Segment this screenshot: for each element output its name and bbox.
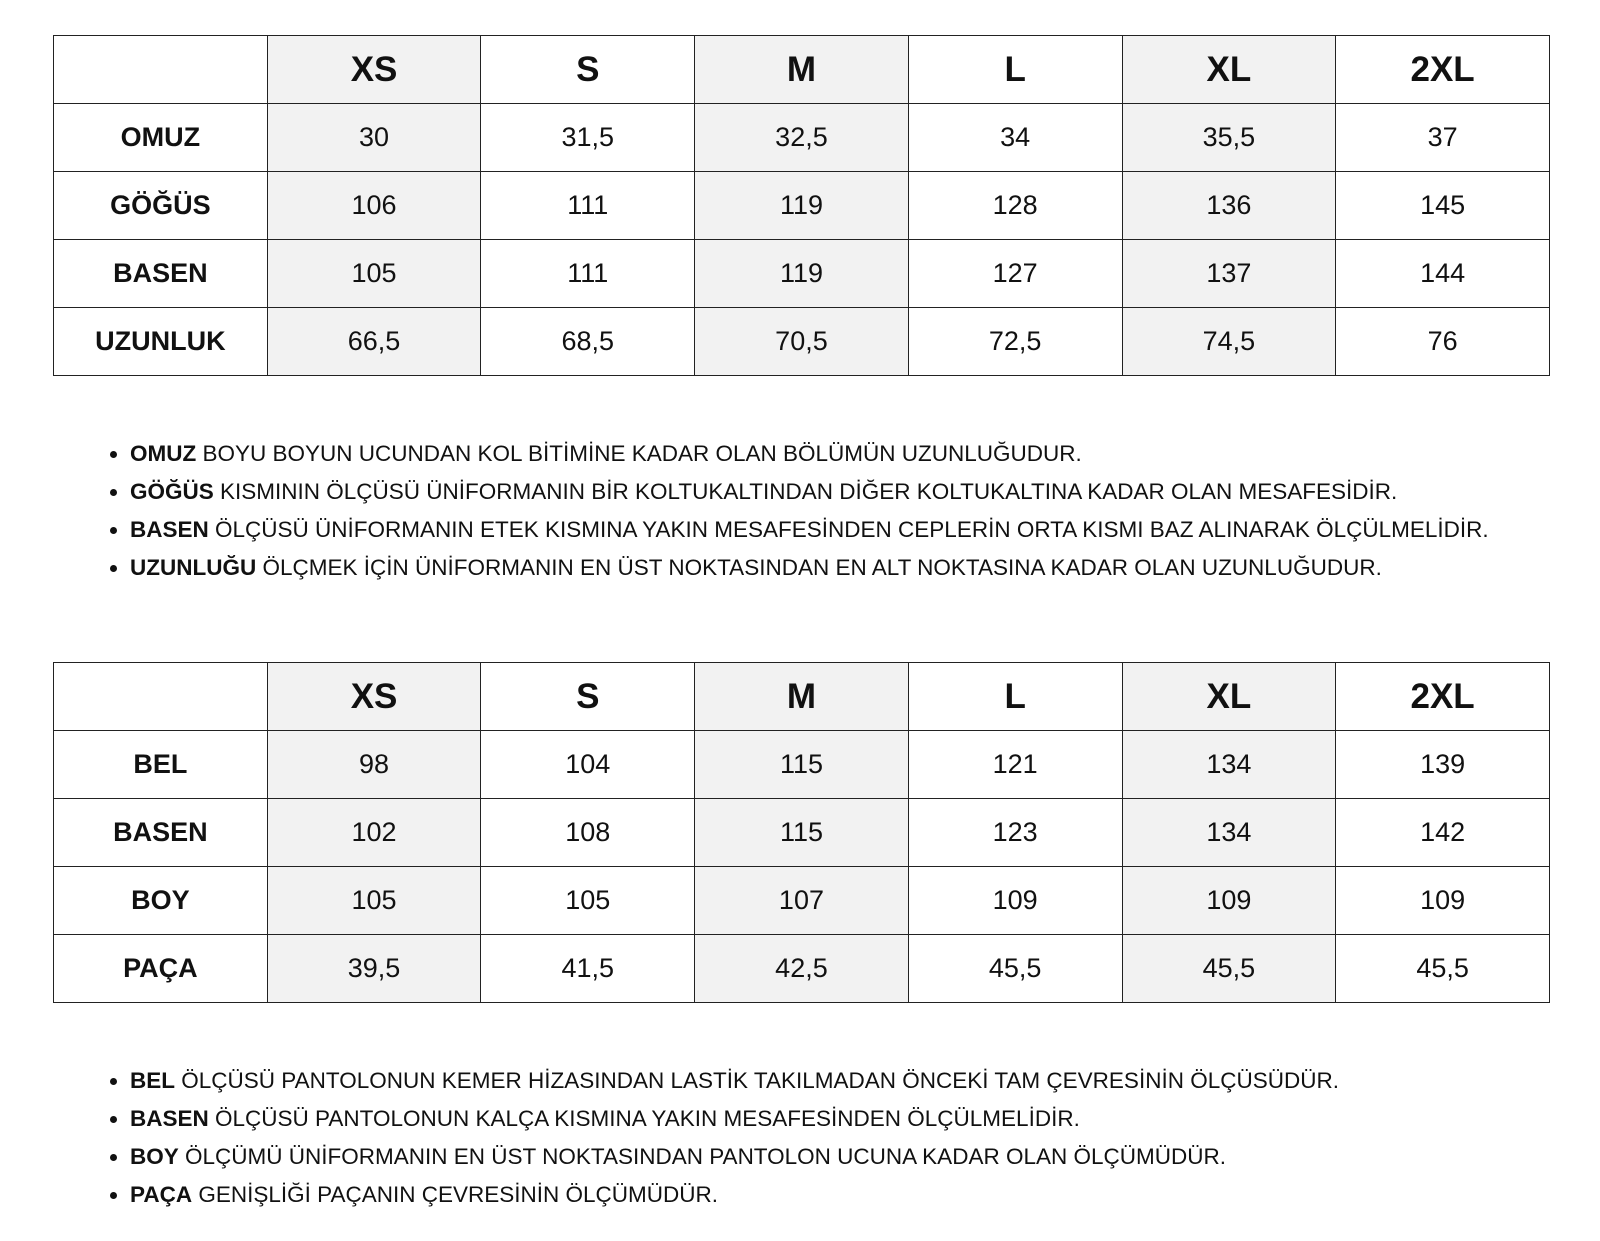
table-cell: 115 xyxy=(695,731,909,799)
note-term: BOY xyxy=(130,1144,179,1169)
table-row xyxy=(54,731,1550,799)
note-text: ÖLÇÜMÜ ÜNİFORMANIN EN ÜST NOKTASINDAN PANTOLON UCUNA KADAR OLAN ÖLÇÜMÜDÜR. xyxy=(178,1144,1226,1169)
size-header-m: M xyxy=(695,36,909,104)
table-cell: 139 xyxy=(1336,731,1550,799)
table-cell: 30 xyxy=(267,104,481,172)
table-cell: 127 xyxy=(908,240,1122,308)
table-cell: 137 xyxy=(1122,240,1336,308)
table-header-row xyxy=(54,663,1550,731)
note-text: ÖLÇMEK İÇİN ÜNİFORMANIN EN ÜST NOKTASINDAN EN ALT NOKTASINA KADAR OLAN UZUNLUĞUDUR. xyxy=(256,555,1382,580)
size-header-l: L xyxy=(908,36,1122,104)
row-label: BASEN xyxy=(54,240,268,308)
note-term: UZUNLUĞU xyxy=(130,555,257,580)
table-row xyxy=(54,935,1550,1003)
note-term: BEL xyxy=(130,1068,175,1093)
table-cell: 104 xyxy=(481,731,695,799)
table-row xyxy=(54,104,1550,172)
table-cell: 102 xyxy=(267,799,481,867)
table-row xyxy=(54,308,1550,376)
table-cell: 128 xyxy=(908,172,1122,240)
table-cell: 45,5 xyxy=(1122,935,1336,1003)
table-cell: 142 xyxy=(1336,799,1550,867)
size-header-s: S xyxy=(481,36,695,104)
size-header-xl: XL xyxy=(1122,663,1336,731)
list-item xyxy=(130,549,1590,587)
top-measurement-notes xyxy=(90,435,1590,587)
row-label: BEL xyxy=(54,731,268,799)
table-cell: 68,5 xyxy=(481,308,695,376)
table-cell: 105 xyxy=(267,240,481,308)
table-cell: 45,5 xyxy=(1336,935,1550,1003)
list-item xyxy=(130,1100,1590,1138)
list-item xyxy=(130,1138,1590,1176)
table-cell: 123 xyxy=(908,799,1122,867)
table-cell: 98 xyxy=(267,731,481,799)
row-label: GÖĞÜS xyxy=(54,172,268,240)
list-item xyxy=(130,1176,1590,1214)
table-cell: 105 xyxy=(481,867,695,935)
size-header-xs: XS xyxy=(267,36,481,104)
note-text: BOYU BOYUN UCUNDAN KOL BİTİMİNE KADAR OLAN BÖLÜMÜN UZUNLUĞUDUR. xyxy=(196,441,1082,466)
size-header-2xl: 2XL xyxy=(1336,36,1550,104)
table-cell: 145 xyxy=(1336,172,1550,240)
row-label: UZUNLUK xyxy=(54,308,268,376)
table-cell: 70,5 xyxy=(695,308,909,376)
table-cell: 105 xyxy=(267,867,481,935)
table-cell: 121 xyxy=(908,731,1122,799)
table-cell: 41,5 xyxy=(481,935,695,1003)
note-term: BASEN xyxy=(130,1106,209,1131)
table-cell: 119 xyxy=(695,172,909,240)
table-cell: 107 xyxy=(695,867,909,935)
size-header-2xl: 2XL xyxy=(1336,663,1550,731)
table-cell: 45,5 xyxy=(908,935,1122,1003)
note-text: ÖLÇÜSÜ PANTOLONUN KEMER HİZASINDAN LASTİK TAKILMADAN ÖNCEKİ TAM ÇEVRESİNİN ÖLÇÜSÜDÜR. xyxy=(175,1068,1339,1093)
table-cell: 111 xyxy=(481,172,695,240)
row-label: PAÇA xyxy=(54,935,268,1003)
table-cell: 39,5 xyxy=(267,935,481,1003)
list-item xyxy=(130,435,1590,473)
corner-cell xyxy=(54,36,268,104)
row-label: OMUZ xyxy=(54,104,268,172)
note-term: GÖĞÜS xyxy=(130,479,214,504)
row-label: BASEN xyxy=(54,799,268,867)
table-cell: 72,5 xyxy=(908,308,1122,376)
table-cell: 31,5 xyxy=(481,104,695,172)
size-header-xs: XS xyxy=(267,663,481,731)
note-term: BASEN xyxy=(130,517,209,542)
table-header-row xyxy=(54,36,1550,104)
list-item xyxy=(130,1062,1590,1100)
note-text: ÖLÇÜSÜ ÜNİFORMANIN ETEK KISMINA YAKIN MESAFESİNDEN CEPLERİN ORTA KISMI BAZ ALINARAK ÖLÇÜLMELİDİR. xyxy=(208,517,1489,542)
note-text: ÖLÇÜSÜ PANTOLONUN KALÇA KISMINA YAKIN MESAFESİNDEN ÖLÇÜLMELİDİR. xyxy=(208,1106,1080,1131)
table-cell: 144 xyxy=(1336,240,1550,308)
note-text: GENİŞLİĞİ PAÇANIN ÇEVRESİNİN ÖLÇÜMÜDÜR. xyxy=(192,1182,719,1207)
table-cell: 109 xyxy=(908,867,1122,935)
table-cell: 32,5 xyxy=(695,104,909,172)
table-cell: 108 xyxy=(481,799,695,867)
table-cell: 37 xyxy=(1336,104,1550,172)
table-cell: 111 xyxy=(481,240,695,308)
table-cell: 109 xyxy=(1336,867,1550,935)
size-header-m: M xyxy=(695,663,909,731)
table-row xyxy=(54,172,1550,240)
row-label: BOY xyxy=(54,867,268,935)
corner-cell xyxy=(54,663,268,731)
table-cell: 106 xyxy=(267,172,481,240)
size-header-xl: XL xyxy=(1122,36,1336,104)
table-cell: 109 xyxy=(1122,867,1336,935)
table-cell: 34 xyxy=(908,104,1122,172)
bottom-size-table xyxy=(53,662,1550,1003)
table-row xyxy=(54,867,1550,935)
table-cell: 66,5 xyxy=(267,308,481,376)
top-size-table xyxy=(53,35,1550,376)
note-term: PAÇA xyxy=(130,1182,193,1207)
table-cell: 76 xyxy=(1336,308,1550,376)
list-item xyxy=(130,511,1590,549)
table-cell: 74,5 xyxy=(1122,308,1336,376)
note-text: KISMININ ÖLÇÜSÜ ÜNİFORMANIN BİR KOLTUKALTINDAN DİĞER KOLTUKALTINA KADAR OLAN MESAFESİDİR. xyxy=(213,479,1398,504)
table-cell: 35,5 xyxy=(1122,104,1336,172)
table-cell: 134 xyxy=(1122,731,1336,799)
bottom-measurement-notes xyxy=(90,1062,1590,1214)
table-row xyxy=(54,799,1550,867)
table-cell: 136 xyxy=(1122,172,1336,240)
table-cell: 42,5 xyxy=(695,935,909,1003)
size-header-l: L xyxy=(908,663,1122,731)
size-header-s: S xyxy=(481,663,695,731)
table-cell: 115 xyxy=(695,799,909,867)
note-term: OMUZ xyxy=(130,441,197,466)
table-row xyxy=(54,240,1550,308)
table-cell: 119 xyxy=(695,240,909,308)
list-item xyxy=(130,473,1590,511)
table-cell: 134 xyxy=(1122,799,1336,867)
